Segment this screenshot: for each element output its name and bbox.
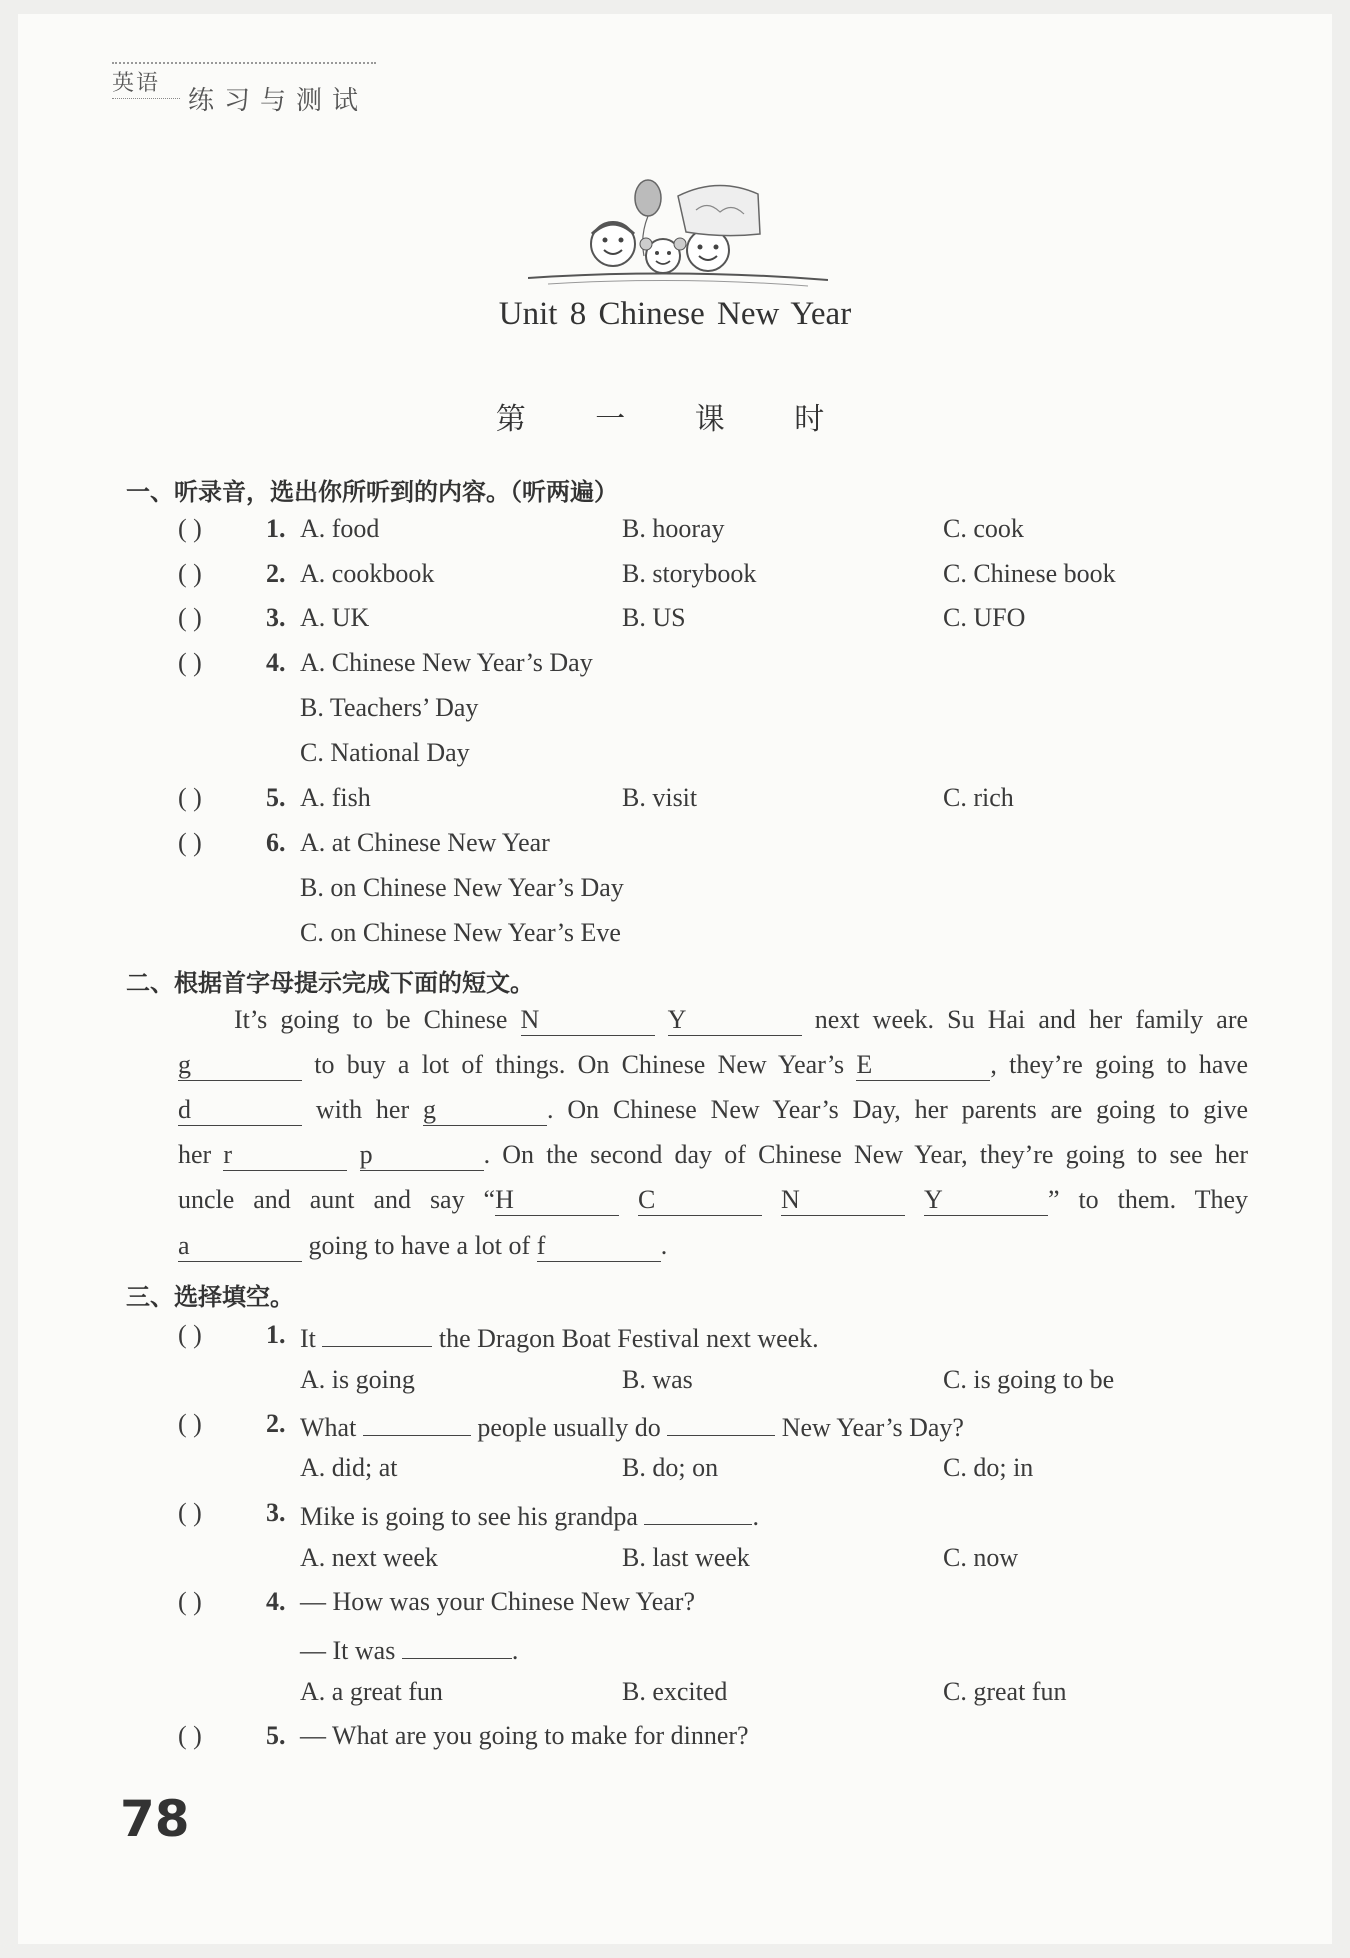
fill-blank[interactable]: r <box>223 1140 347 1171</box>
answer-parentheses[interactable]: ( ) <box>178 648 202 677</box>
answer-parentheses[interactable]: ( ) <box>178 828 202 857</box>
question-number: 6. <box>266 828 286 857</box>
question-stem: — How was your Chinese New Year? <box>300 1587 695 1616</box>
fill-blank[interactable]: N <box>781 1185 905 1216</box>
question-stem: — What are you going to make for dinner? <box>300 1721 749 1750</box>
question-stem: Mike is going to see his grandpa . <box>300 1498 759 1532</box>
option-c: C. do; in <box>943 1453 1034 1482</box>
question-number: 2. <box>266 559 286 588</box>
option-b: B. US <box>622 603 686 632</box>
passage-line-6: a going to have a lot of f . <box>178 1231 668 1260</box>
option-c: C. great fun <box>943 1677 1067 1706</box>
fill-blank[interactable]: p <box>360 1140 484 1171</box>
fill-blank[interactable] <box>363 1409 471 1436</box>
question-number: 4. <box>266 1587 286 1616</box>
question-stem-line-2: — It was . <box>300 1632 518 1666</box>
section-2-title: 二、根据首字母提示完成下面的短文。 <box>126 969 534 997</box>
option-c: C. now <box>943 1543 1019 1572</box>
fill-blank[interactable]: d <box>178 1095 302 1126</box>
page-number: 78 <box>120 1790 190 1848</box>
question-number: 4. <box>266 648 286 677</box>
option-c: C. is going to be <box>943 1365 1115 1394</box>
answer-parentheses[interactable]: ( ) <box>178 514 202 543</box>
answer-parentheses[interactable]: ( ) <box>178 559 202 588</box>
fill-blank[interactable]: H <box>495 1185 619 1216</box>
option-a: A. did; at <box>300 1453 398 1482</box>
fill-blank[interactable]: Y <box>924 1185 1048 1216</box>
kids-balloon-illustration <box>528 176 828 296</box>
passage-line-5: uncle and aunt and say “H C N Y ” to them. They <box>178 1185 1249 1214</box>
option-b: B. on Chinese New Year’s Day <box>300 873 624 902</box>
question-number: 1. <box>266 514 286 543</box>
fill-blank[interactable] <box>402 1632 512 1659</box>
question-stem: What people usually do New Year’s Day? <box>300 1409 964 1443</box>
option-a: A. UK <box>300 603 370 632</box>
option-c: C. rich <box>943 783 1014 812</box>
fill-blank[interactable] <box>322 1320 432 1347</box>
fill-blank[interactable]: g <box>178 1050 302 1081</box>
option-a: A. a great fun <box>300 1677 443 1706</box>
fill-blank[interactable]: a <box>178 1231 302 1262</box>
subject-tag: 英语 <box>112 66 180 99</box>
passage-line-2: g to buy a lot of things. On Chinese New Year’s E , they’re going to have <box>178 1050 1248 1079</box>
section-1-title: 一、听录音，选出你所听到的内容。（听两遍） <box>126 478 618 506</box>
answer-parentheses[interactable]: ( ) <box>178 1320 202 1349</box>
section-3-title: 三、选择填空。 <box>126 1283 294 1311</box>
option-c: C. Chinese book <box>943 559 1116 588</box>
option-b: B. Teachers’ Day <box>300 693 479 722</box>
option-b: B. excited <box>622 1677 728 1706</box>
question-stem: It the Dragon Boat Festival next week. <box>300 1320 819 1354</box>
answer-parentheses[interactable]: ( ) <box>178 1409 202 1438</box>
option-a: A. Chinese New Year’s Day <box>300 648 593 677</box>
option-a: A. at Chinese New Year <box>300 828 550 857</box>
series-title: 练习与测试 <box>188 86 369 116</box>
option-a: A. cookbook <box>300 559 435 588</box>
option-b: B. was <box>622 1365 693 1394</box>
fill-blank[interactable] <box>667 1409 775 1436</box>
header-rule <box>112 62 376 64</box>
fill-blank[interactable]: C <box>638 1185 762 1216</box>
option-a: A. food <box>300 514 380 543</box>
fill-blank[interactable]: f <box>537 1231 661 1262</box>
option-c: C. cook <box>943 514 1024 543</box>
option-c: C. UFO <box>943 603 1026 632</box>
unit-title: Unit 8 Chinese New Year <box>498 296 852 332</box>
question-number: 3. <box>266 1498 286 1527</box>
option-b: B. last week <box>622 1543 750 1572</box>
question-number: 1. <box>266 1320 286 1349</box>
option-b: B. visit <box>622 783 698 812</box>
option-b: B. storybook <box>622 559 757 588</box>
answer-parentheses[interactable]: ( ) <box>178 1587 202 1616</box>
question-number: 3. <box>266 603 286 632</box>
option-c: C. National Day <box>300 738 470 767</box>
fill-blank[interactable]: N <box>521 1005 655 1036</box>
option-b: B. hooray <box>622 514 725 543</box>
option-a: A. fish <box>300 783 371 812</box>
option-c: C. on Chinese New Year’s Eve <box>300 918 621 947</box>
answer-parentheses[interactable]: ( ) <box>178 603 202 632</box>
question-number: 5. <box>266 1721 286 1750</box>
option-a: A. next week <box>300 1543 438 1572</box>
question-number: 5. <box>266 783 286 812</box>
answer-parentheses[interactable]: ( ) <box>178 1498 202 1527</box>
option-b: B. do; on <box>622 1453 719 1482</box>
passage-line-4: her r p . On the second day of Chinese New Year, they’re going to see her <box>178 1140 1249 1169</box>
fill-blank[interactable]: Y <box>668 1005 802 1036</box>
fill-blank[interactable] <box>644 1498 752 1525</box>
fill-blank[interactable]: E <box>856 1050 990 1081</box>
answer-parentheses[interactable]: ( ) <box>178 783 202 812</box>
fill-blank[interactable]: g <box>423 1095 547 1126</box>
lesson-title: 第 一 课 时 <box>495 402 855 437</box>
answer-parentheses[interactable]: ( ) <box>178 1721 202 1750</box>
passage-line-1: It’s going to be Chinese N Y next week. Su Hai and her family are <box>234 1005 1249 1034</box>
passage-line-3: d with her g . On Chinese New Year’s Day, her parents are going to give <box>178 1095 1249 1124</box>
question-number: 2. <box>266 1409 286 1438</box>
option-a: A. is going <box>300 1365 415 1394</box>
